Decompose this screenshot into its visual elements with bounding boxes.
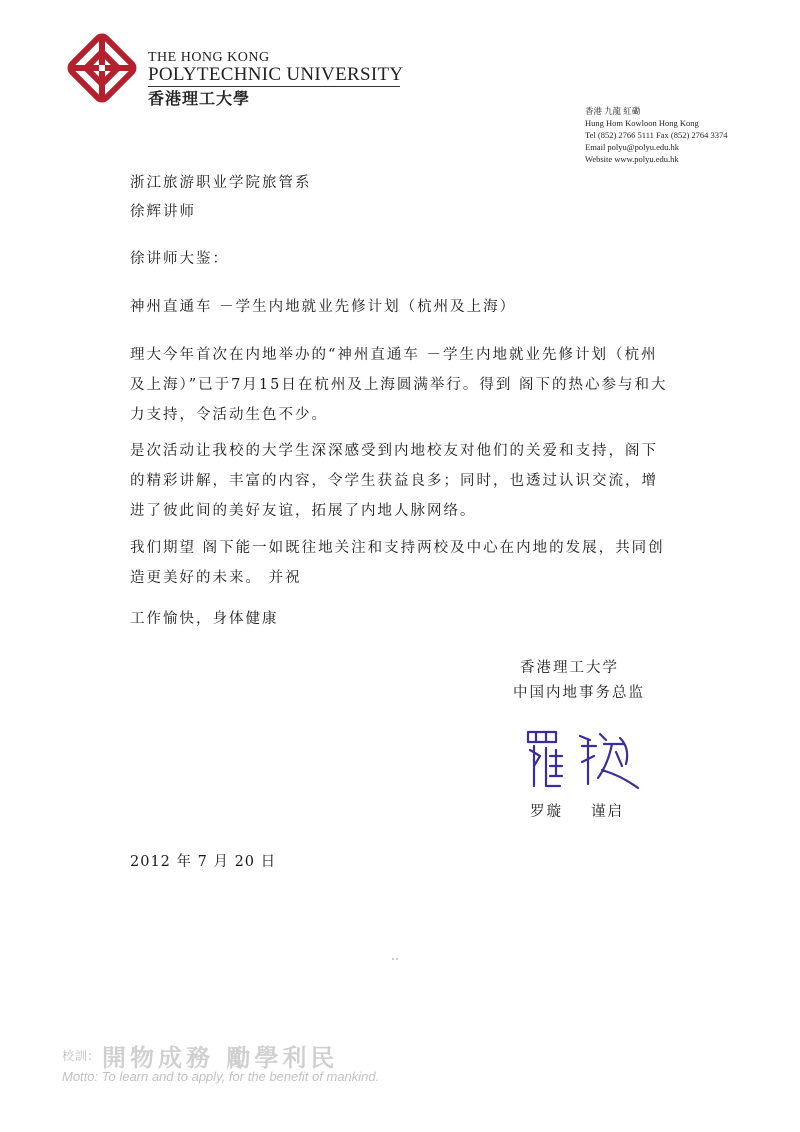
contact-address-zh: 香港 九龍 紅磡	[585, 106, 641, 116]
signatory-name: 罗璇	[530, 804, 563, 820]
motto-zh: 開物成務 勵學利民	[102, 1044, 339, 1072]
university-name-line2: POLYTECHNIC UNIVERSITY	[148, 64, 404, 85]
motto-en: Motto: To learn and to apply, for the benefit of mankind.	[62, 1069, 380, 1084]
contact-block	[585, 105, 728, 165]
sign-org: 香港理工大学	[520, 660, 619, 676]
university-name-line1: THE HONG KONG	[148, 50, 270, 65]
handwritten-signature	[520, 722, 650, 792]
sign-title: 中国内地事务总监	[513, 685, 645, 701]
university-name-zh: 香港理工大學	[148, 89, 251, 108]
contact-address-en: Hung Hom Kowloon Hong Kong	[585, 118, 699, 128]
polyu-logo-icon	[62, 28, 142, 108]
subject-line: 神州直通车 －学生内地就业先修计划（杭州及上海）	[130, 299, 517, 315]
salutation: 徐讲师大鉴：	[130, 251, 229, 267]
scan-speck	[396, 958, 398, 960]
recipient-org: 浙江旅游职业学院旅管系	[130, 175, 312, 191]
contact-website: Website www.polyu.edu.hk	[585, 154, 679, 164]
paragraph-3: 我们期望 阁下能一如既往地关注和支持两校及中心在内地的发展，共同创造更美好的未来。 并祝	[130, 540, 665, 586]
paragraph-2: 是次活动让我校的大学生深深感受到内地校友对他们的关爱和支持，阁下的精彩讲解，丰富的内容，令学生获益良多；同时，也透过认识交流，增进了彼此间的美好友谊，拓展了内地人脉网络。	[130, 443, 658, 519]
scan-speck	[392, 958, 394, 960]
contact-tel-fax: Tel (852) 2766 5111 Fax (852) 2764 3374	[585, 130, 728, 140]
signatory-name-line	[530, 800, 624, 821]
recipient-name: 徐辉讲师	[130, 204, 196, 220]
motto-label: 校訓:	[62, 1049, 94, 1063]
paragraph-1: 理大今年首次在内地举办的“神州直通车 －学生内地就业先修计划（杭州及上海）”已于7月15日在杭州及上海圆满举行。得到 阁下的热心参与和大力支持，令活动生色不少。	[130, 347, 668, 423]
closing-line: 工作愉快，身体健康	[130, 611, 279, 627]
letter-date: 2012 年 7 月 20 日	[130, 854, 277, 870]
signatory-suffix: 谨启	[591, 804, 624, 820]
contact-email: Email polyu@polyu.edu.hk	[585, 142, 679, 152]
